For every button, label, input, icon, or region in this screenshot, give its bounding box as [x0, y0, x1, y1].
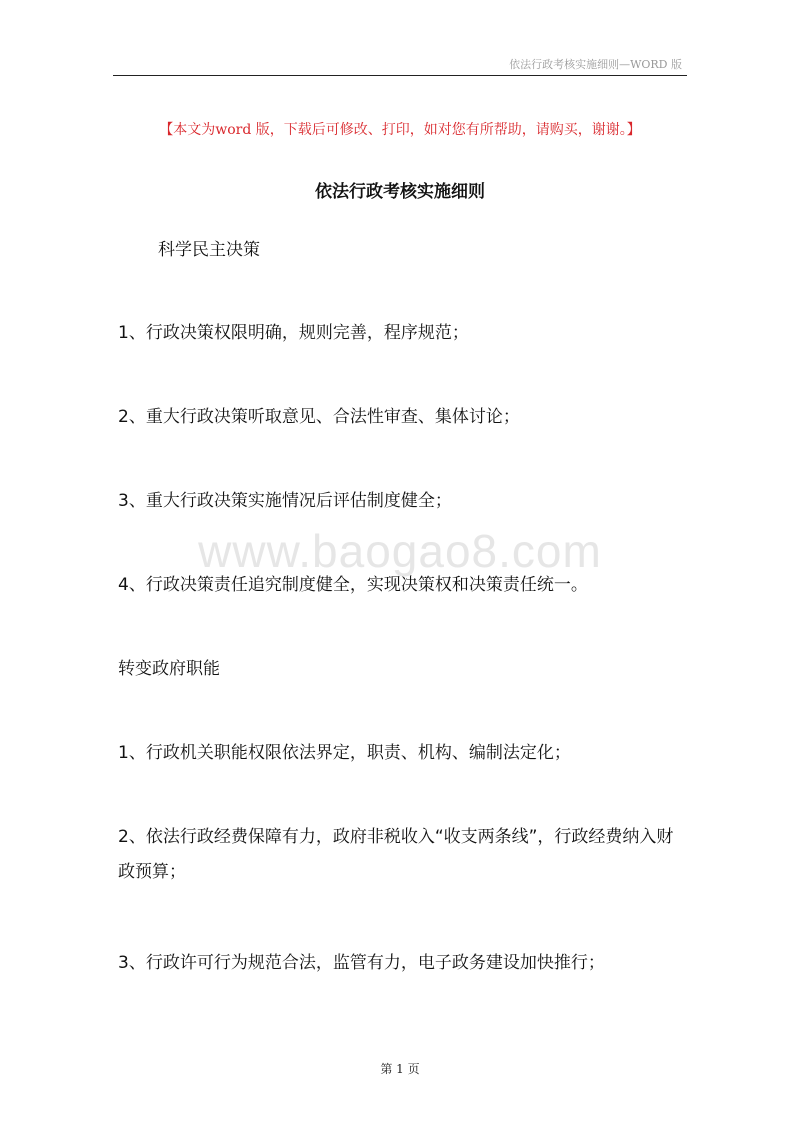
purchase-notice: 【本文为word 版，下载后可修改、打印，如对您有所帮助，请购买，谢谢。】 [159, 122, 641, 138]
section-heading-functions: 转变政府职能 [118, 659, 220, 679]
header-running-title: 依法行政考核实施细则—WORD 版 [509, 58, 682, 71]
section2-item-1: 1、行政机关职能权限依法界定，职责、机构、编制法定化； [118, 743, 571, 763]
page-number: 第 1 页 [380, 1062, 420, 1076]
section2-item-2: 2、依法行政经费保障有力，政府非税收入“收支两条线”，行政经费纳入财政预算； [118, 827, 674, 882]
document-title: 依法行政考核实施细则 [315, 182, 485, 202]
section-heading-decision: 科学民主决策 [158, 240, 260, 260]
section1-item-4: 4、行政决策责任追究制度健全，实现决策权和决策责任统一。 [118, 575, 588, 595]
header-rule [113, 75, 687, 76]
watermark: www.baogao8.com [198, 525, 602, 577]
section1-item-1: 1、行政决策权限明确，规则完善，程序规范； [118, 323, 469, 343]
section1-item-2: 2、重大行政决策听取意见、合法性审查、集体讨论； [118, 407, 520, 427]
section2-item-3: 3、行政许可行为规范合法，监管有力，电子政务建设加快推行； [118, 953, 605, 973]
section1-item-3: 3、重大行政决策实施情况后评估制度健全； [118, 491, 452, 511]
